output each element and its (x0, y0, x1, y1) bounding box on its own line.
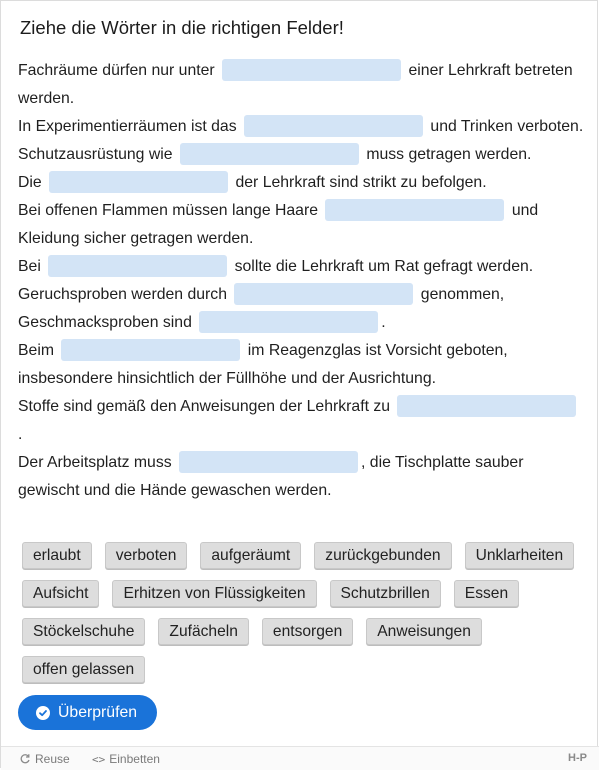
sentence-1: Fachräume dürfen nur unter einer Lehrkraft betreten werden. (18, 57, 586, 113)
draggable-word[interactable]: aufgeräumt (200, 542, 301, 569)
draggable-word[interactable]: zurückgebunden (314, 542, 451, 569)
draggable-word[interactable]: erlaubt (22, 542, 92, 569)
draggable-word[interactable]: Schutzbrillen (330, 580, 441, 607)
draggable-word[interactable]: Aufsicht (22, 580, 99, 607)
drop-zone-6[interactable] (48, 255, 227, 277)
draggable-word[interactable]: Erhitzen von Flüssigkeiten (112, 580, 316, 607)
h5p-logo: H-P (568, 752, 587, 764)
reuse-icon (19, 753, 31, 765)
draggable-word[interactable]: Unklarheiten (465, 542, 575, 569)
draggable-word[interactable]: offen gelassen (22, 656, 145, 683)
sentence-7: Geruchsproben werden durch genommen, Geschmacksproben sind . (18, 281, 586, 337)
sentence-10: Der Arbeitsplatz muss , die Tischplatte sauber gewischt und die Hände gewaschen werden. (18, 449, 586, 505)
sentence-3: Schutzausrüstung wie muss getragen werden. (18, 141, 586, 169)
drop-zone-11[interactable] (179, 451, 358, 473)
drop-zone-9[interactable] (61, 339, 240, 361)
drop-zone-4[interactable] (49, 171, 228, 193)
footer-bar (1, 746, 599, 770)
sentence-2: In Experimentierräumen ist das und Trinken verboten. (18, 113, 586, 141)
drop-zone-3[interactable] (180, 143, 359, 165)
drop-zone-1[interactable] (222, 59, 401, 81)
check-button-label: Überprüfen (58, 703, 138, 721)
cloze-text (18, 57, 586, 505)
word-pool (18, 542, 588, 683)
sentence-5: Bei offenen Flammen müssen lange Haare und Kleidung sicher getragen werden. (18, 197, 586, 253)
task-title: Ziehe die Wörter in die richtigen Felder! (20, 17, 344, 38)
drop-zone-2[interactable] (244, 115, 423, 137)
draggable-word[interactable]: Stöckelschuhe (22, 618, 145, 645)
embed-link[interactable]: <> Einbetten (92, 752, 160, 766)
draggable-word[interactable]: entsorgen (262, 618, 353, 645)
reuse-link[interactable]: Reuse (19, 752, 70, 766)
drop-zone-8[interactable] (199, 311, 378, 333)
sentence-4: Die der Lehrkraft sind strikt zu befolgen. (18, 169, 586, 197)
draggable-word[interactable]: Anweisungen (366, 618, 482, 645)
drop-zone-5[interactable] (325, 199, 504, 221)
sentence-9: Stoffe sind gemäß den Anweisungen der Lehrkraft zu . (18, 393, 586, 449)
check-button[interactable] (18, 695, 157, 730)
draggable-word[interactable]: Essen (454, 580, 519, 607)
drop-zone-7[interactable] (234, 283, 413, 305)
draggable-word[interactable]: Zufächeln (158, 618, 248, 645)
code-icon: <> (92, 752, 106, 766)
sentence-6: Bei sollte die Lehrkraft um Rat gefragt werden. (18, 253, 586, 281)
draggable-word[interactable]: verboten (105, 542, 188, 569)
drop-zone-10[interactable] (397, 395, 576, 417)
sentence-8: Beim im Reagenzglas ist Vorsicht geboten, insbesondere hinsichtlich der Füllhöhe und der Ausrichtung. (18, 337, 586, 393)
checkmark-icon (36, 706, 50, 720)
